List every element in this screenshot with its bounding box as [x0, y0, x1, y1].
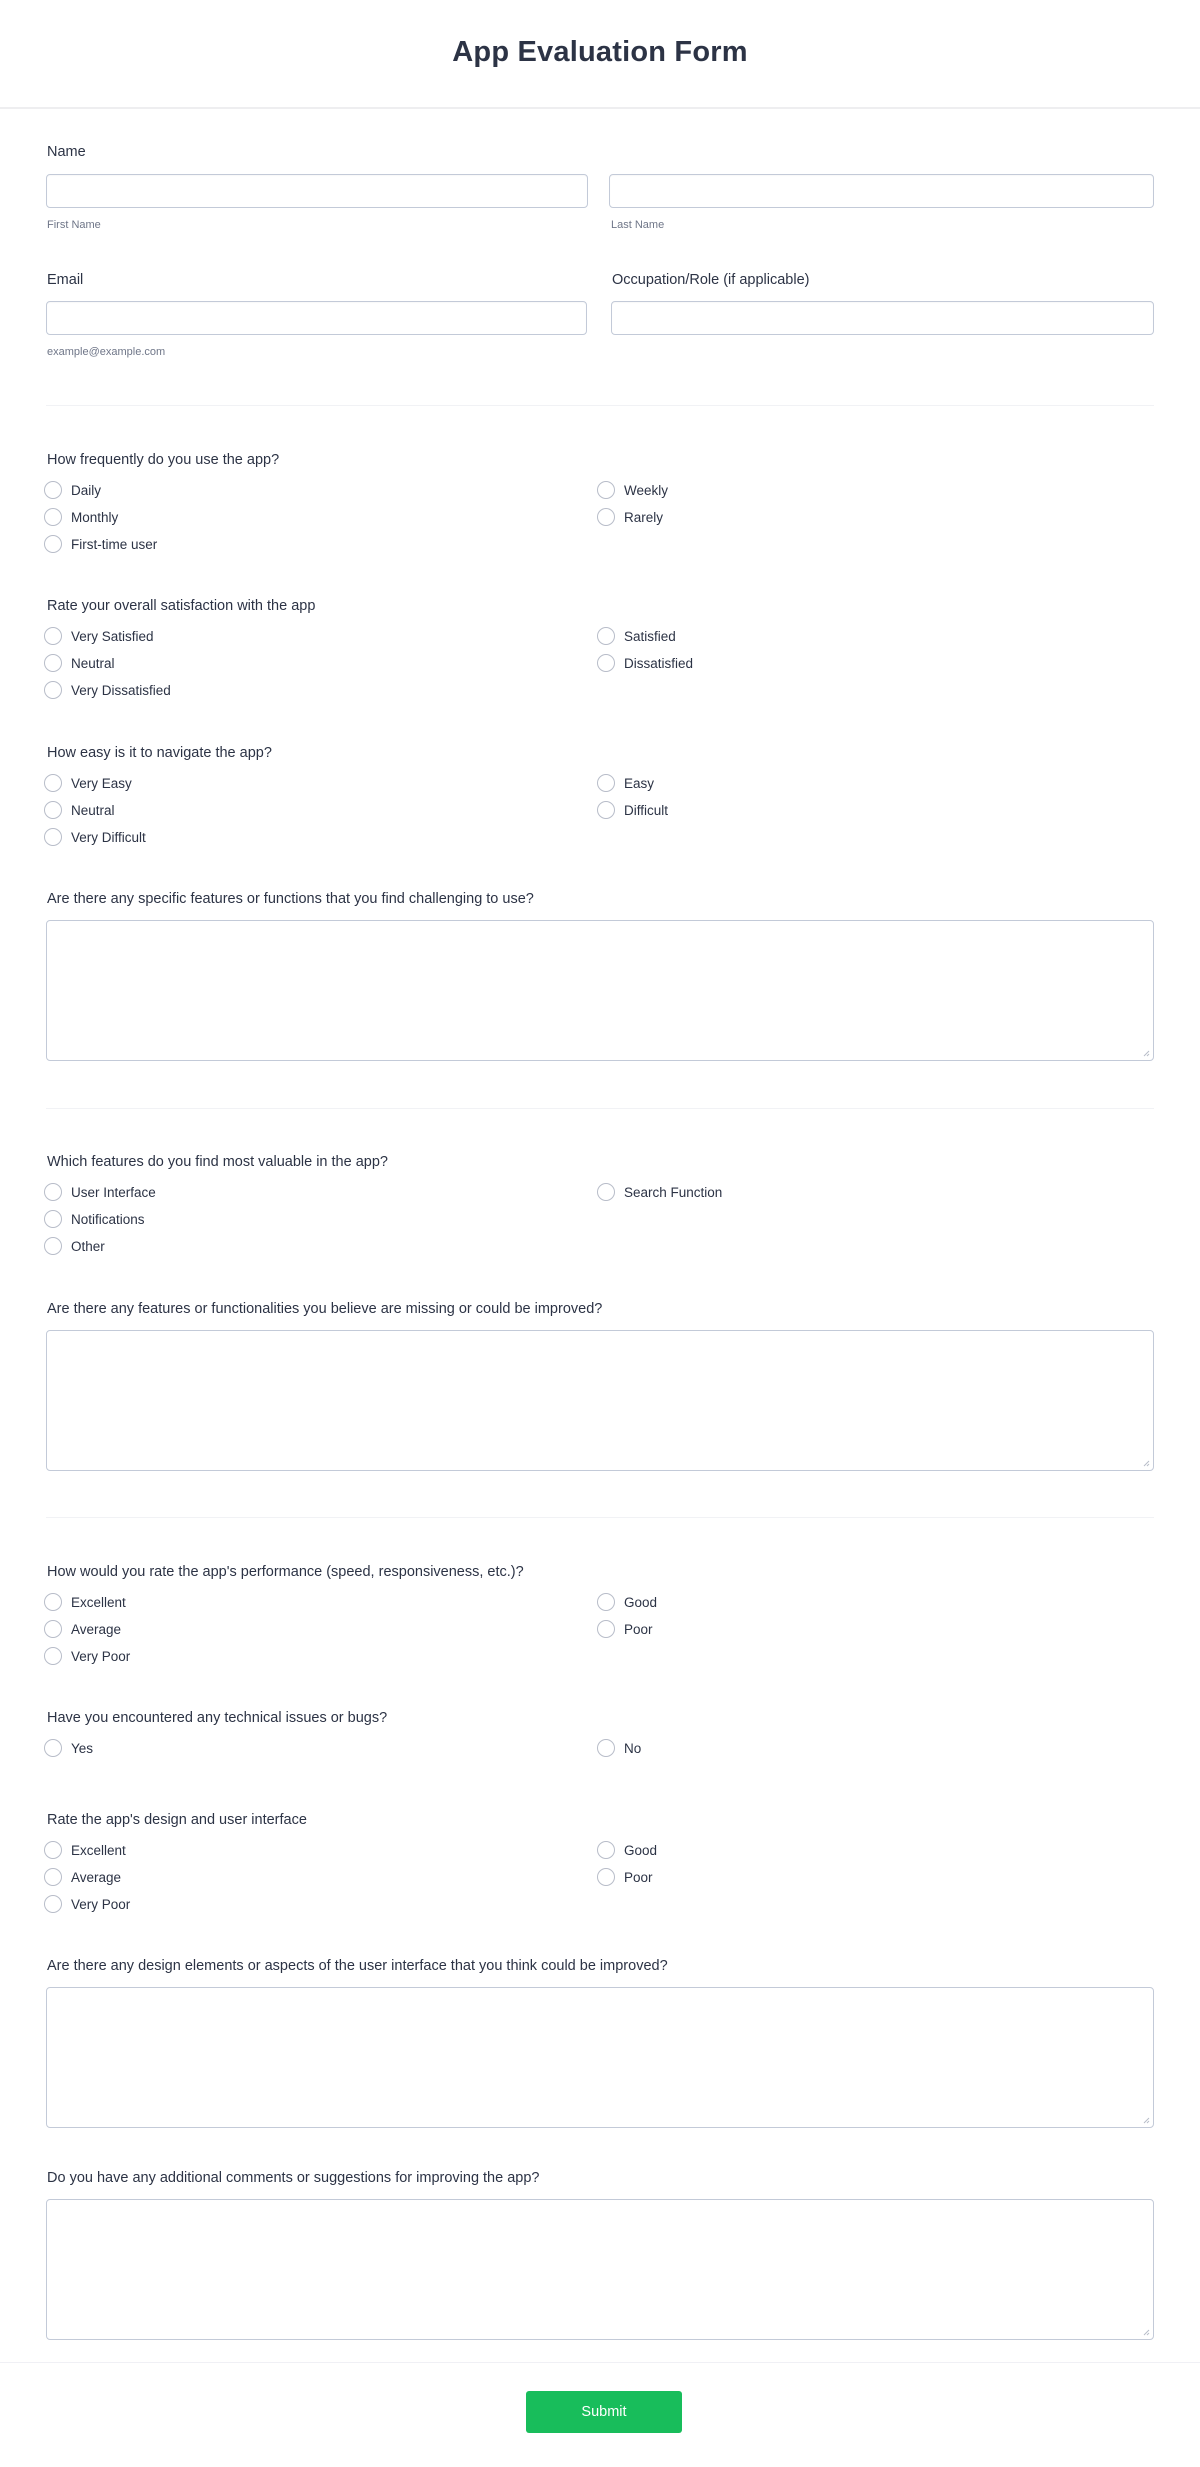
question-challenging-features-label: Are there any specific features or functions that you find challenging to use? — [47, 891, 534, 907]
radio-option-satisfied[interactable]: Satisfied — [597, 626, 676, 646]
challenging-features-textarea[interactable] — [46, 920, 1154, 1061]
question-frequency-label: How frequently do you use the app? — [47, 452, 280, 468]
section-divider — [46, 1108, 1154, 1109]
additional-comments-textarea[interactable] — [46, 2199, 1154, 2340]
form-header — [0, 0, 1200, 109]
radio-option-very-easy[interactable]: Very Easy — [44, 773, 132, 793]
section-divider — [46, 1517, 1154, 1518]
radio-option-very-satisfied[interactable]: Very Satisfied — [44, 626, 154, 646]
radio-circle-icon[interactable] — [44, 627, 62, 645]
radio-circle-icon[interactable] — [44, 1620, 62, 1638]
last-name-sublabel: Last Name — [611, 219, 665, 231]
radio-option-difficult[interactable]: Difficult — [597, 800, 668, 820]
question-navigation-label: How easy is it to navigate the app? — [47, 745, 272, 761]
radio-circle-icon[interactable] — [44, 774, 62, 792]
submit-button[interactable]: Submit — [526, 2391, 682, 2433]
radio-circle-icon[interactable] — [597, 481, 615, 499]
radio-circle-icon[interactable] — [44, 801, 62, 819]
radio-circle-icon[interactable] — [44, 1895, 62, 1913]
last-name-input[interactable] — [609, 174, 1154, 208]
section-divider — [46, 405, 1154, 406]
resize-grip-icon[interactable] — [1142, 2328, 1150, 2336]
design-improvements-textarea[interactable] — [46, 1987, 1154, 2128]
radio-circle-icon[interactable] — [44, 1841, 62, 1859]
radio-circle-icon[interactable] — [597, 1593, 615, 1611]
radio-option-user-interface[interactable]: User Interface — [44, 1182, 156, 1202]
radio-circle-icon[interactable] — [44, 1593, 62, 1611]
occupation-label: Occupation/Role (if applicable) — [612, 272, 810, 288]
radio-circle-icon[interactable] — [597, 654, 615, 672]
radio-option-neutral[interactable]: Neutral — [44, 800, 115, 820]
resize-grip-icon[interactable] — [1142, 1459, 1150, 1467]
radio-option-rarely[interactable]: Rarely — [597, 507, 663, 527]
radio-circle-icon[interactable] — [44, 481, 62, 499]
question-valuable-features-label: Which features do you find most valuable in the app? — [47, 1154, 388, 1170]
radio-option-first-time-user[interactable]: First-time user — [44, 534, 157, 554]
radio-circle-icon[interactable] — [44, 654, 62, 672]
name-label: Name — [47, 144, 86, 160]
radio-circle-icon[interactable] — [597, 1183, 615, 1201]
radio-option-neutral[interactable]: Neutral — [44, 653, 115, 673]
radio-circle-icon[interactable] — [44, 1210, 62, 1228]
radio-circle-icon[interactable] — [44, 1183, 62, 1201]
radio-option-notifications[interactable]: Notifications — [44, 1209, 145, 1229]
radio-option-monthly[interactable]: Monthly — [44, 507, 118, 527]
radio-option-poor[interactable]: Poor — [597, 1619, 653, 1639]
radio-circle-icon[interactable] — [44, 508, 62, 526]
radio-option-dissatisfied[interactable]: Dissatisfied — [597, 653, 693, 673]
radio-circle-icon[interactable] — [44, 828, 62, 846]
radio-option-excellent[interactable]: Excellent — [44, 1840, 126, 1860]
page-title: App Evaluation Form — [452, 36, 748, 68]
radio-circle-icon[interactable] — [597, 774, 615, 792]
email-label: Email — [47, 272, 84, 288]
radio-circle-icon[interactable] — [44, 1739, 62, 1757]
radio-circle-icon[interactable] — [597, 1841, 615, 1859]
radio-option-no[interactable]: No — [597, 1738, 641, 1758]
radio-circle-icon[interactable] — [44, 1647, 62, 1665]
radio-circle-icon[interactable] — [597, 1620, 615, 1638]
radio-option-very-poor[interactable]: Very Poor — [44, 1646, 130, 1666]
radio-circle-icon[interactable] — [44, 1868, 62, 1886]
radio-option-poor[interactable]: Poor — [597, 1867, 653, 1887]
radio-circle-icon[interactable] — [44, 681, 62, 699]
radio-option-search-function[interactable]: Search Function — [597, 1182, 722, 1202]
question-performance-label: How would you rate the app's performance (speed, responsiveness, etc.)? — [47, 1564, 524, 1580]
radio-option-good[interactable]: Good — [597, 1592, 657, 1612]
question-technical-issues-label: Have you encountered any technical issues or bugs? — [47, 1710, 388, 1726]
radio-circle-icon[interactable] — [597, 627, 615, 645]
first-name-input[interactable] — [46, 174, 588, 208]
radio-option-good[interactable]: Good — [597, 1840, 657, 1860]
occupation-input[interactable] — [611, 301, 1154, 335]
radio-option-very-dissatisfied[interactable]: Very Dissatisfied — [44, 680, 171, 700]
radio-option-daily[interactable]: Daily — [44, 480, 101, 500]
question-design-rating-label: Rate the app's design and user interface — [47, 1812, 307, 1828]
radio-option-other[interactable]: Other — [44, 1236, 105, 1256]
resize-grip-icon[interactable] — [1142, 2116, 1150, 2124]
radio-circle-icon[interactable] — [597, 1868, 615, 1886]
missing-features-textarea[interactable] — [46, 1330, 1154, 1471]
question-missing-features-label: Are there any features or functionalities you believe are missing or could be improved? — [47, 1301, 603, 1317]
resize-grip-icon[interactable] — [1142, 1049, 1150, 1057]
radio-option-easy[interactable]: Easy — [597, 773, 654, 793]
email-input[interactable] — [46, 301, 587, 335]
radio-option-yes[interactable]: Yes — [44, 1738, 93, 1758]
radio-circle-icon[interactable] — [597, 508, 615, 526]
radio-option-excellent[interactable]: Excellent — [44, 1592, 126, 1612]
radio-circle-icon[interactable] — [597, 801, 615, 819]
email-sublabel: example@example.com — [47, 346, 166, 358]
radio-option-average[interactable]: Average — [44, 1619, 121, 1639]
form-footer — [0, 2362, 1200, 2467]
radio-option-weekly[interactable]: Weekly — [597, 480, 668, 500]
radio-option-very-poor[interactable]: Very Poor — [44, 1894, 130, 1914]
radio-circle-icon[interactable] — [597, 1739, 615, 1757]
question-satisfaction-label: Rate your overall satisfaction with the app — [47, 598, 316, 614]
radio-circle-icon[interactable] — [44, 1237, 62, 1255]
question-additional-comments-label: Do you have any additional comments or suggestions for improving the app? — [47, 2170, 540, 2186]
question-design-improvements-label: Are there any design elements or aspects of the user interface that you think could be improved? — [47, 1958, 668, 1974]
radio-circle-icon[interactable] — [44, 535, 62, 553]
radio-option-average[interactable]: Average — [44, 1867, 121, 1887]
radio-option-very-difficult[interactable]: Very Difficult — [44, 827, 146, 847]
first-name-sublabel: First Name — [47, 219, 101, 231]
